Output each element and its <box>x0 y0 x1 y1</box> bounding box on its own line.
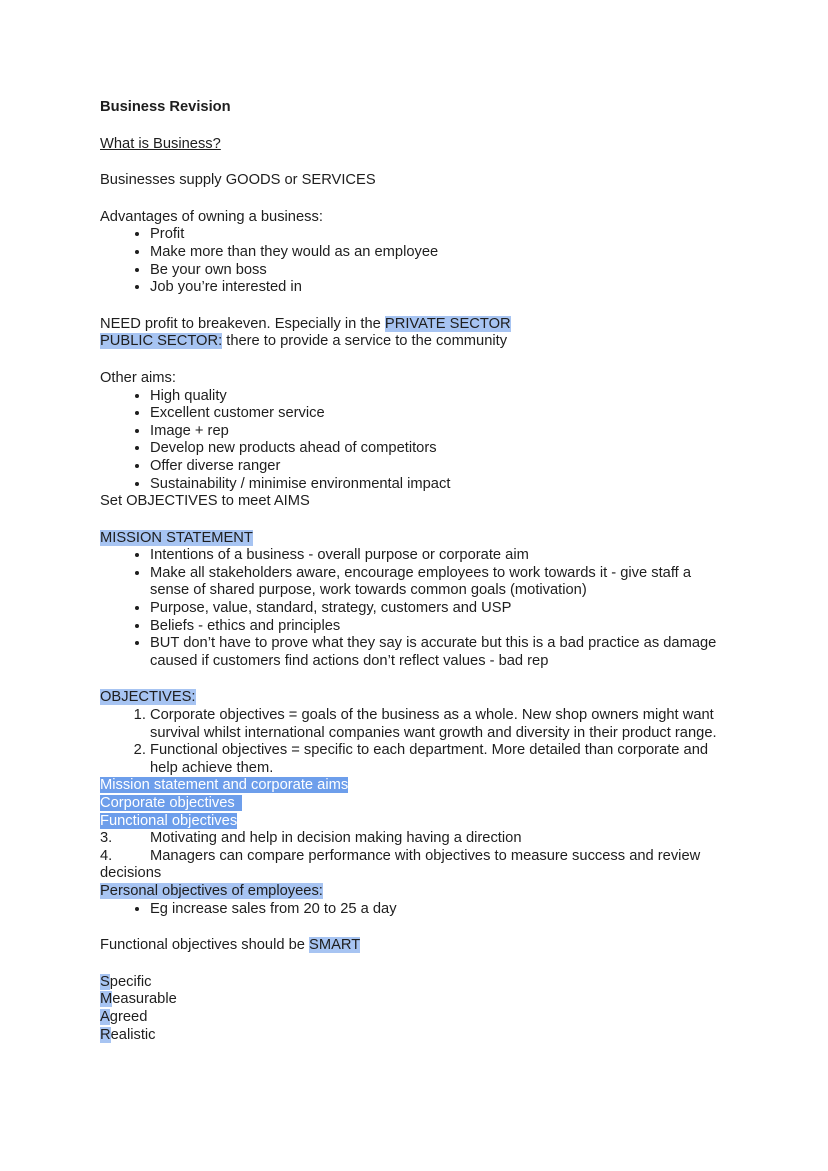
public-sector-highlight: PUBLIC SECTOR: <box>100 333 223 350</box>
smart-letter-highlight: S <box>100 973 110 990</box>
smart-letter-highlight: A <box>100 1008 110 1025</box>
numbered-item: 2. Functional objectives = specific to each department. More detailed than corporate and help achieve them. <box>150 742 732 777</box>
page-title: Business Revision <box>100 99 231 115</box>
smart-item-measurable <box>100 991 732 1009</box>
set-objectives-line: Set OBJECTIVES to meet AIMS <box>100 493 310 510</box>
list-number: 3. <box>100 830 113 847</box>
smart-intro-line <box>100 937 732 955</box>
advantages-heading: Advantages of owning a business: <box>100 208 323 225</box>
objectives-heading <box>100 689 732 707</box>
need-profit-line <box>100 316 732 334</box>
mission-statement-highlight: MISSION STATEMENT <box>100 529 253 546</box>
list-item: • Profit <box>150 226 732 244</box>
list-item: • Beliefs - ethics and principles <box>150 618 732 636</box>
advantages-list <box>100 226 732 296</box>
smart-word-rest: ealistic <box>110 1026 156 1043</box>
smart-item-agreed <box>100 1009 732 1027</box>
smart-letter-highlight: M <box>100 991 113 1008</box>
list-item: • Eg increase sales from 20 to 25 a day <box>150 901 732 919</box>
numbered-line-4 <box>100 848 732 883</box>
selected-text-line <box>100 813 732 831</box>
other-aims-heading: Other aims: <box>100 369 176 386</box>
list-item: • Offer diverse ranger <box>150 458 732 476</box>
smart-item-specific <box>100 974 732 992</box>
private-sector-highlight: PRIVATE SECTOR <box>384 315 511 332</box>
personal-objectives-highlight: Personal objectives of employees: <box>100 882 323 899</box>
selection-highlight: Mission statement and corporate aims <box>100 777 349 794</box>
objectives-numbered-list <box>100 707 732 777</box>
personal-objectives-heading <box>100 883 732 901</box>
list-item: • BUT don’t have to prove what they say is accurate but this is a bad practice as damage caused if customers find actions don’t reflect values - bad rep <box>150 635 732 670</box>
objectives-highlight: OBJECTIVES: <box>100 689 196 706</box>
list-item: • Make all stakeholders aware, encourage employees to work towards it - give staff a sense of shared purpose, work towards common goals (motivation) <box>150 565 732 600</box>
personal-objectives-list <box>100 901 732 919</box>
list-item: • Make more than they would as an employee <box>150 244 732 262</box>
smart-letter-highlight: R <box>100 1026 111 1043</box>
list-item: • Job you’re interested in <box>150 279 732 297</box>
numbered-item: 1. Corporate objectives = goals of the business as a whole. New shop owners might want survival whilst international companies want growth and diversity in their product range. <box>150 707 732 742</box>
selection-highlight: Functional objectives <box>100 812 238 829</box>
other-aims-list <box>100 388 732 494</box>
smart-word-rest: pecific <box>109 973 152 990</box>
underlined-heading-text: What is Business? <box>100 135 221 152</box>
selected-text-line <box>100 795 732 813</box>
smart-item-realistic <box>100 1027 732 1045</box>
list-item: • Be your own boss <box>150 262 732 280</box>
smart-word-rest: easurable <box>112 991 177 1008</box>
list-item: • High quality <box>150 388 732 406</box>
smart-intro-text: Functional objectives should be <box>100 937 310 954</box>
selection-highlight: Corporate objectives <box>100 795 242 811</box>
numbered-line-text: Managers can compare performance with objectives to measure success and review decisions <box>100 847 701 882</box>
numbered-line-text: Motivating and help in decision making having a direction <box>150 830 522 847</box>
mission-statement-list <box>100 547 732 670</box>
paragraph-supply: Businesses supply GOODS or SERVICES <box>100 172 376 189</box>
public-sector-line <box>100 333 732 351</box>
smart-highlight: SMART <box>309 937 361 954</box>
list-item: • Excellent customer service <box>150 405 732 423</box>
numbered-line-3 <box>100 830 732 848</box>
list-item: • Sustainability / minimise environmental impact <box>150 476 732 494</box>
list-item: • Intentions of a business - overall purpose or corporate aim <box>150 547 732 565</box>
selected-text-line <box>100 777 732 795</box>
need-profit-text: NEED profit to breakeven. Especially in the <box>100 315 385 332</box>
list-number: 4. <box>100 847 113 864</box>
smart-word-rest: greed <box>109 1008 148 1025</box>
list-item: • Image + rep <box>150 423 732 441</box>
public-sector-text: there to provide a service to the community <box>222 333 508 350</box>
list-item: • Develop new products ahead of competitors <box>150 440 732 458</box>
section-heading-what-is-business <box>100 136 732 154</box>
mission-statement-heading <box>100 530 732 548</box>
list-item: • Purpose, value, standard, strategy, customers and USP <box>150 600 732 618</box>
